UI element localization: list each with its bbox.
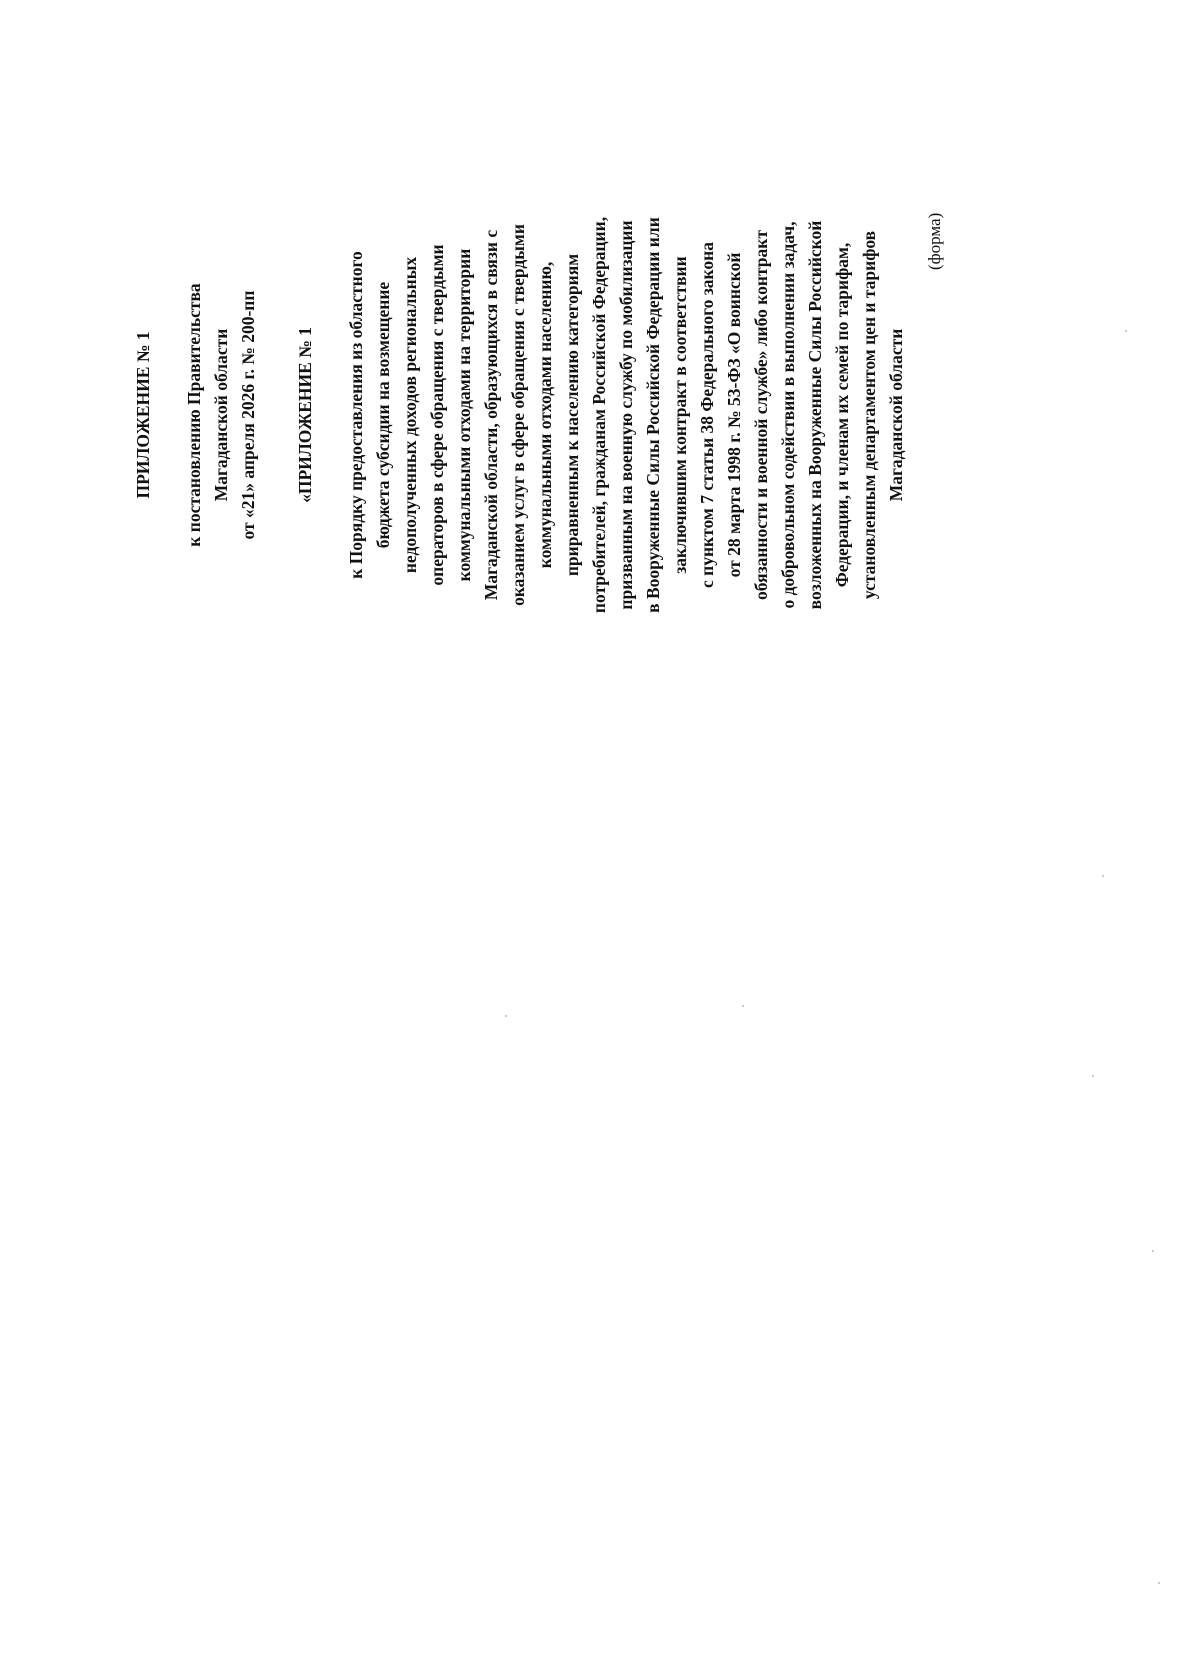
inner-appendix-line: недополученных доходов региональных <box>400 256 420 574</box>
inner-appendix-line: Магаданской области, образующихся в связи с <box>481 229 501 601</box>
rotated-document-content <box>130 90 910 740</box>
inner-appendix-line: коммунальными отходами населению, <box>535 261 555 569</box>
inner-appendix-line: призванным на военную службу по мобилизации <box>616 220 636 610</box>
inner-appendix-title: «ПРИЛОЖЕНИЕ № 1 <box>295 327 315 503</box>
inner-appendix-line: в Вооруженные Силы Российской Федерации или <box>643 217 663 613</box>
scan-speck <box>1092 1075 1094 1077</box>
inner-appendix-line: возложенных на Вооруженные Силы Российской <box>805 220 825 610</box>
inner-appendix-line: оказанием услуг в сфере обращения с твердыми <box>508 224 528 606</box>
appendix-line: от «21» апреля 2026 г. № 200-пп <box>238 290 258 540</box>
inner-appendix-line: потребителей, гражданам Российской Федерации, <box>589 216 609 614</box>
scan-speck <box>1158 1582 1160 1584</box>
inner-appendix-line: от 28 марта 1998 г. № 53-ФЗ «О воинской <box>724 252 744 578</box>
inner-appendix-line: о добровольном содействии в выполнении задач, <box>778 221 798 609</box>
scan-speck <box>1125 330 1127 332</box>
inner-appendix-line: установленным департаментом цен и тарифов <box>859 230 879 600</box>
inner-appendix-line: операторов в сфере обращения с твердыми <box>427 244 447 586</box>
scan-speck <box>505 1015 507 1017</box>
appendix-line: к постановлению Правительства <box>184 283 204 547</box>
inner-appendix-line: с пунктом 7 статьи 38 Федерального закона <box>697 242 717 588</box>
inner-appendix-header <box>292 90 910 740</box>
scan-speck <box>742 1005 744 1007</box>
inner-appendix-line: коммунальными отходами на территории <box>454 248 474 582</box>
scan-speck <box>1102 875 1104 877</box>
scan-speck <box>1152 1250 1154 1252</box>
inner-appendix-line: обязанности и военной службе» либо контракт <box>751 230 771 600</box>
appendix-header <box>130 90 262 740</box>
inner-appendix-line: приравненным к населению категориям <box>562 253 582 577</box>
inner-appendix-line: Федерации, и членам их семей по тарифам, <box>832 242 852 588</box>
inner-appendix-line: к Порядку предоставления из областного <box>346 251 366 579</box>
appendix-title: ПРИЛОЖЕНИЕ № 1 <box>133 331 153 499</box>
inner-appendix-line: заключившим контракт в соответствии <box>670 256 690 574</box>
appendix-line: Магаданской области <box>211 328 231 502</box>
inner-appendix-line: Магаданской области <box>886 328 906 502</box>
form-label: (форма) <box>925 212 944 270</box>
inner-appendix-line: бюджета субсидии на возмещение <box>373 281 393 549</box>
